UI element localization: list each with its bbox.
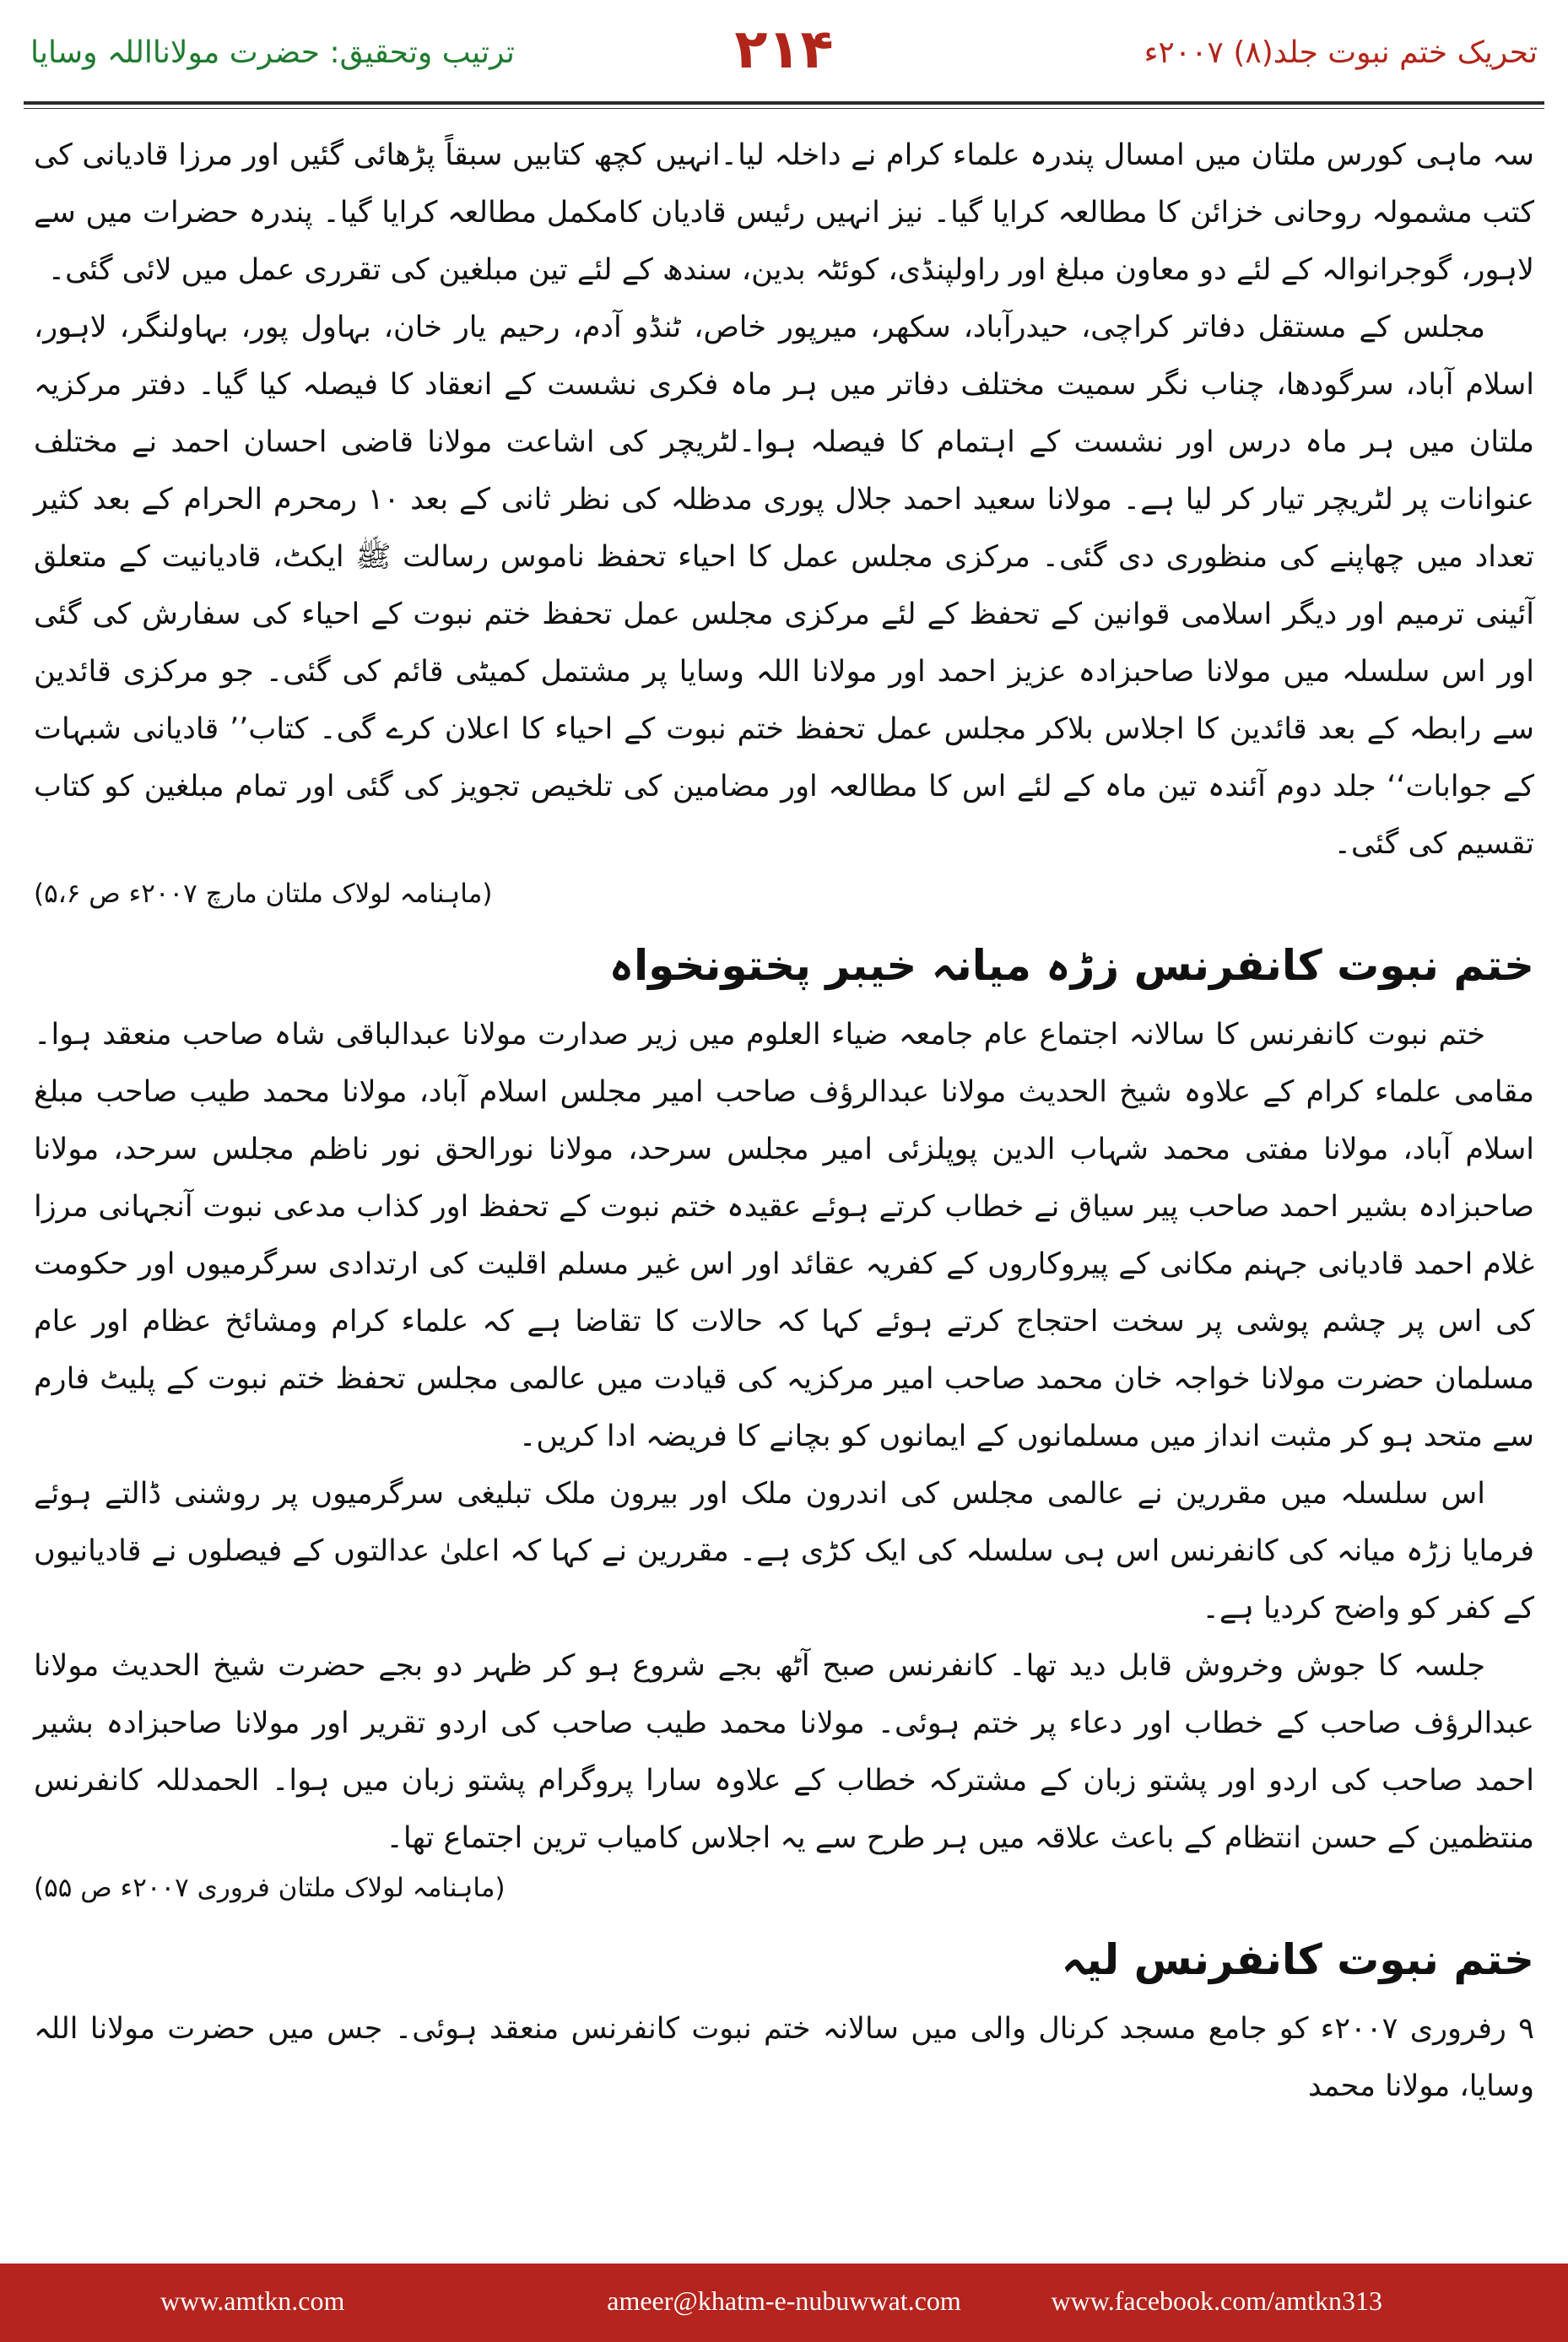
section-heading: ختم نبوت کانفرنس لیہ: [1061, 1935, 1534, 1984]
page-header: [0, 0, 1568, 114]
paragraph: مجلس کے مستقل دفاتر کراچی، حیدرآباد، سکھر، میرپور خاص، ٹنڈو آدم، رحیم یار خان، بہاول پور، بہاولنگر، لاہور، اسلام آباد، سرگودھا، چناب نگر سمیت مختلف دفاتر میں ہر ماہ فکری نشست کے انعقاد کا فیصلہ کیا گیا۔ دفتر مرکزیہ ملتان میں ہر ماہ درس اور نشست کے اہتمام کا فیصلہ ہوا۔لٹریچر کی اشاعت مولانا قاضی احسان احمد نے مختلف عنوانات پر لٹریچر تیار کر لیا ہے۔ مولانا سعید احمد جلال پوری مدظلہ کی نظر ثانی کے بعد ۱۰ رمحرم الحرام کے بعد کثیر تعداد میں چھاپنے کی منظوری دی گئی۔ مرکزی مجلس عمل کا احیاء تحفظ ناموس رسالت ﷺ ایکٹ، قادیانیت کے متعلق آئینی ترمیم اور دیگر اسلامی قوانین کے تحفظ کے لئے مرکزی مجلس عمل تحفظ ختم نبوت کے احیاء کی سفارش کی گئی اور اس سلسلہ میں مولانا صاحبزادہ عزیز احمد اور مولانا اللہ وسایا پر مشتمل کمیٹی قائم کی گئی۔ جو مرکزی قائدین سے رابطہ کے بعد قائدین کا اجلاس بلاکر مجلس عمل تحفظ ختم نبوت کے احیاء کا اعلان کرے گی۔ کتاب’’ قادیانی شبہات کے جوابات‘‘ جلد دوم آئندہ تین ماہ کے لئے اس کا مطالعہ اور مضامین کی تلخیص تجویز کی گئی اور تمام مبلغین کو کتاب تقسیم کی گئی۔: [34, 311, 1534, 861]
page-body: [34, 127, 1534, 2115]
paragraph: ۹ رفروری ۲۰۰۷ء کو جامع مسجد کرنال والی میں سالانہ ختم نبوت کانفرنس منعقد ہوئی۔ جس میں حضرت مولانا اللہ وسایا، مولانا محمد: [34, 2012, 1534, 2103]
page-number: ۲۱۴: [734, 19, 834, 81]
website-link[interactable]: www.amtkn.com: [160, 2285, 345, 2316]
paragraph: جلسہ کا جوش وخروش قابل دید تھا۔ کانفرنس صبح آٹھ بجے شروع ہو کر ظہر دو بجے حضرت شیخ الحدیث مولانا عبدالرؤف صاحب کے خطاب اور دعاء پر ختم ہوئی۔ مولانا محمد طیب صاحب کی اردو تقریر اور مولانا صاحبزادہ بشیر احمد صاحب کی اردو اور پشتو زبان کے مشترکہ خطاب کے علاوہ سارا پروگرام پشتو زبان میں ہوا۔ الحمدللہ کانفرنس منتظمین کے حسن انتظام کے باعث علاقہ میں ہر طرح سے یہ اجلاس کامیاب ترین اجتماع تھا۔: [34, 1649, 1534, 1855]
paragraph: اس سلسلہ میں مقررین نے عالمی مجلس کی اندرون ملک اور بیرون ملک تبلیغی سرگرمیوں پر روشنی ڈالتے ہوئے فرمایا زڑہ میانہ کی کانفرنس اس ہی سلسلہ کی ایک کڑی ہے۔ مقررین نے کہا کہ اعلیٰ عدالتوں کے فیصلوں نے قادیانیوں کے کفر کو واضح کردیا ہے۔: [34, 1477, 1534, 1625]
page-footer: [0, 2264, 1568, 2342]
paragraph: سہ ماہی کورس ملتان میں امسال پندرہ علماء کرام نے داخلہ لیا۔انہیں کچھ کتابیں سبقاً پڑھائی گئیں اور مرزا قادیانی کی کتب مشمولہ روحانی خزائن کا مطالعہ کرایا گیا۔ نیز انہیں رئیس قادیان کامکمل مطالعہ کرایا گیا۔ پندرہ حضرات میں سے لاہور، گوجرانوالہ کے لئے دو معاون مبلغ اور راولپنڈی، کوئٹہ بدین، سندھ کے لئے تین مبلغین کی تقرری عمل میں لائی گئی۔: [34, 138, 1534, 287]
paragraph: ختم نبوت کانفرنس کا سالانہ اجتماع عام جامعہ ضیاء العلوم میں زیر صدارت مولانا عبدالباقی شاہ صاحب منعقد ہوا۔ مقامی علماء کرام کے علاوہ شیخ الحدیث مولانا عبدالرؤف صاحب امیر مجلس اسلام آباد، مولانا محمد طیب صاحب مبلغ اسلام آباد، مولانا مفتی محمد شہاب الدین پوپلزئی امیر مجلس سرحد، مولانا نورالحق نور ناظم مجلس سرحد، مولانا صاحبزادہ بشیر احمد صاحب پیر سیاق نے خطاب کرتے ہوئے عقیدہ ختم نبوت کے تحفظ اور کذاب مدعی نبوت آنجہانی مرزا غلام احمد قادیانی جہنم مکانی کے پیروکاروں کے کفریہ عقائد اور اس غیر مسلم اقلیت کی ارتدادی سرگرمیوں اور حکومت کی اس پر چشم پوشی پر سخت احتجاج کرتے ہوئے کہا کہ حالات کا تقاضا ہے کہ علماء کرام ومشائخ عظام اور عام مسلمان حضرت مولانا خواجہ خان محمد صاحب امیر مرکزیہ کی قیادت میں عالمی مجلس تحفظ ختم نبوت کے پلیٹ فارم سے متحد ہو کر مثبت انداز میں مسلمانوں کے ایمانوں کو بچانے کا فریضہ ادا کریں۔: [34, 1018, 1534, 1453]
header-compiler: ترتیب وتحقیق: حضرت مولانااللہ وسایا: [30, 35, 515, 70]
header-book-title: تحریک ختم نبوت جلد(۸) ۲۰۰۷ء: [1144, 35, 1538, 70]
header-rule: [24, 101, 1544, 105]
facebook-link[interactable]: www.facebook.com/amtkn313: [1051, 2285, 1382, 2316]
email-link[interactable]: ameer@khatm-e-nubuwwat.com: [607, 2285, 961, 2316]
source-citation: (ماہنامہ لولاک ملتان مارچ ۲۰۰۷ء ص ۵،۶): [34, 879, 493, 909]
source-citation: (ماہنامہ لولاک ملتان فروری ۲۰۰۷ء ص ۵۵): [34, 1873, 506, 1903]
section-heading: ختم نبوت کانفرنس زڑہ میانہ خیبر پختونخواہ: [608, 941, 1534, 990]
header-rule-thin: [24, 108, 1544, 109]
